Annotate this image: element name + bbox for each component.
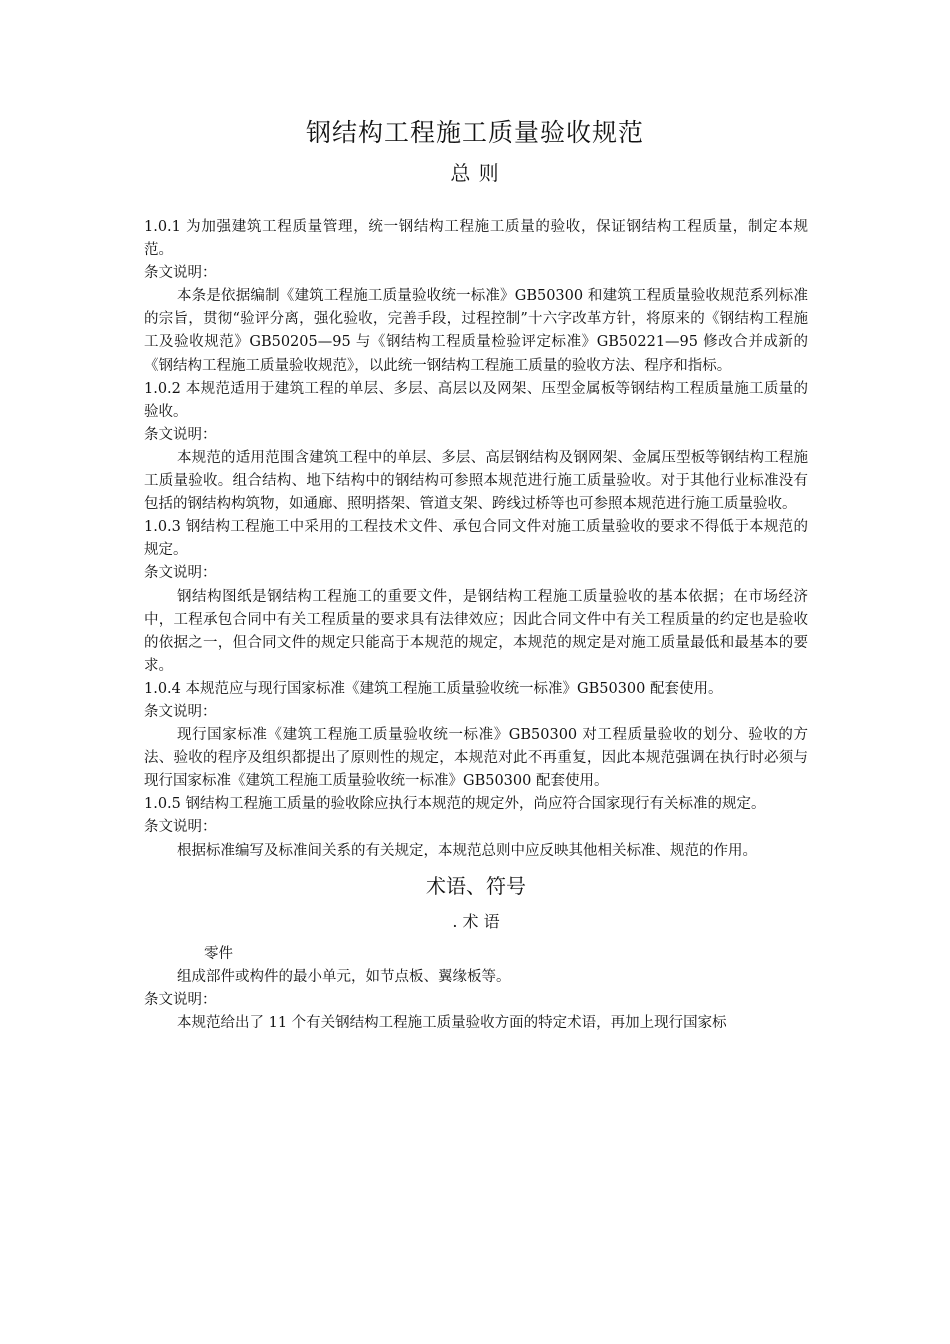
clause-1-0-2: 1.0.2 本规范适用于建筑工程的单层、多层、高层以及网架、压型金属板等钢结构工程质量施工质量的验收。 bbox=[144, 380, 808, 420]
section-title: 术语、符号 bbox=[426, 873, 526, 898]
term-explanation: 本规范给出了 11 个有关钢结构工程施工质量验收方面的特定术语，再加上现行国家标 bbox=[177, 1014, 727, 1031]
clause-explanation: 本条是依据编制《建筑工程施工质量验收统一标准》GB50300 和建筑工程质量验收规范系列标准的宗旨，贯彻“验评分离，强化验收，完善手段，过程控制”十六字改革方针，将原来的《钢结构工程施工及验收规范》GB50205—95 与《钢结构工程质量检验评定标准》GB50221—95 修改合并成新的《钢结构工程施工质量验收规范》，以此统一钢结构工程施工质量的验收方法、程序和指标。 bbox=[144, 288, 808, 374]
clause-1-0-3: 1.0.3 钢结构工程施工中采用的工程技术文件、承包合同文件对施工质量验收的要求不得低于本规范的规定。 bbox=[144, 519, 808, 559]
clause-1-0-1: 1.0.1 为加强建筑工程质量管理，统一钢结构工程施工质量的验收，保证钢结构工程质量，制定本规范。 bbox=[144, 219, 808, 259]
clause-explanation: 根据标准编写及标准间关系的有关规定，本规范总则中应反映其他相关标准、规范的作用。 bbox=[177, 842, 757, 859]
document-title: 钢结构工程施工质量验收规范 bbox=[305, 118, 644, 147]
clause-explanation: 本规范的适用范围含建筑工程中的单层、多层、高层钢结构及钢网架、金属压型板等钢结构工程施工质量验收。组合结构、地下结构中的钢结构可参照本规范进行施工质量验收。对于其他行业标准没有包括的钢结构构筑物，如通廊、照明搭架、管道支架、跨线过桥等也可参照本规范进行施工质量验收。 bbox=[144, 449, 808, 513]
document-body bbox=[144, 216, 808, 1035]
chapter-title: 总 则 bbox=[450, 161, 500, 185]
clause-1-0-4: 1.0.4 本规范应与现行国家标准《建筑工程施工质量验收统一标准》GB50300 配套使用。 bbox=[144, 680, 723, 697]
term-definition: 组成部件或构件的最小单元，如节点板、翼缘板等。 bbox=[177, 968, 511, 985]
clause-note-label: 条文说明： bbox=[144, 426, 217, 443]
clause-note-label: 条文说明： bbox=[144, 819, 217, 836]
clause-explanation: 钢结构图纸是钢结构工程施工的重要文件，是钢结构工程施工质量验收的基本依据；在市场经济中，工程承包合同中有关工程质量的要求具有法律效应；因此合同文件中有关工程质量的约定也是验收的依据之一，但合同文件的规定只能高于本规范的规定，本规范的规定是对施工质量最低和最基本的要求。 bbox=[144, 588, 808, 674]
subsection-title: . 术 语 bbox=[452, 911, 500, 931]
clause-note-label: 条文说明： bbox=[144, 565, 217, 582]
clause-note-label: 条文说明： bbox=[144, 703, 217, 720]
clause-1-0-5: 1.0.5 钢结构工程施工质量的验收除应执行本规范的规定外，尚应符合国家现行有关标准的规定。 bbox=[144, 796, 766, 813]
clause-note-label: 条文说明： bbox=[144, 991, 217, 1008]
clause-note-label: 条文说明： bbox=[144, 265, 217, 282]
term-name: 零件 bbox=[204, 945, 233, 962]
clause-explanation: 现行国家标准《建筑工程施工质量验收统一标准》GB50300 对工程质量验收的划分、验收的方法、验收的程序及组织都提出了原则性的规定，本规范对此不再重复，因此本规范强调在执行时必须与现行国家标准《建筑工程施工质量验收统一标准》GB50300 配套使用。 bbox=[144, 727, 808, 790]
